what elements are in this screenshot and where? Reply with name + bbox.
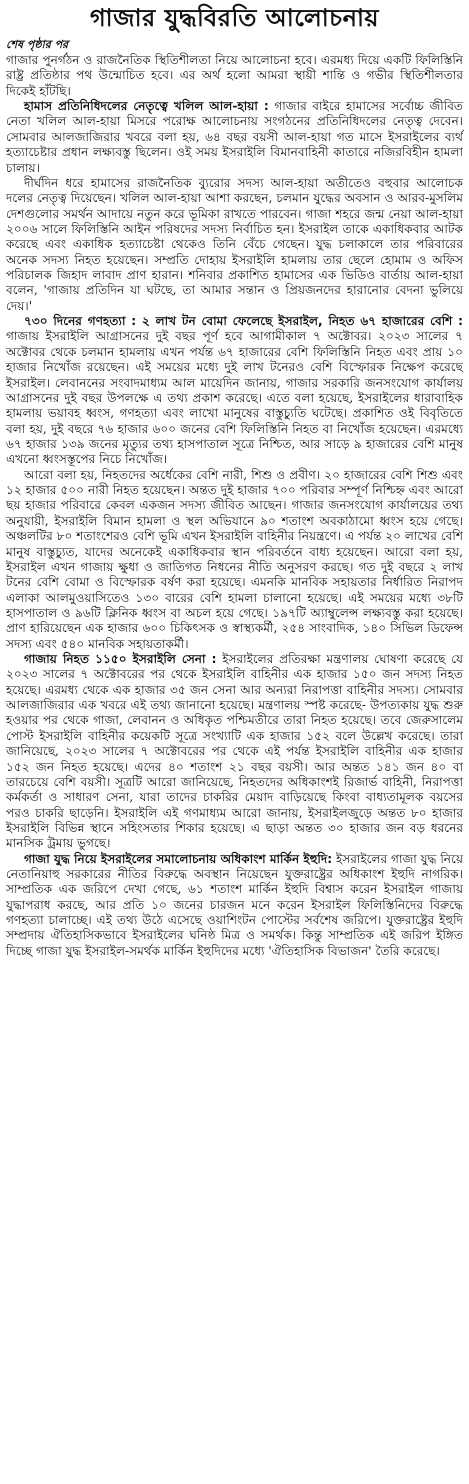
headline: গাজার যুদ্ধবিরতি আলোচনায় <box>89 4 380 32</box>
subheading-israeli-soldiers: গাজায় নিহত ১১৫০ ইসরাইলি সেনা : <box>24 652 217 667</box>
paragraph-6 <box>6 652 463 852</box>
paragraph-1: গাজার পুনর্গঠন ও রাজনৈতিক স্থিতিশীলতা নিয়ে আলোচনা হবে। এরমধ্য দিয়ে একটি ফিলিস্তিনি রাষ্ট্র প্রতিষ্ঠার পথ উন্মোচিত হবে। এর অর্থ হলো আমরা স্থায়ী শান্তি ও গভীর স্থিতিশীলতার দিকেই হাঁটছি। <box>6 53 463 98</box>
paragraph-4 <box>6 314 463 468</box>
subheading-730-days: ৭৩০ দিনের গণহত্যা : ২ লাখ টন বোমা ফেলেছে ইসরাইল, নিহত ৬৭ হাজারের বেশি : <box>24 314 463 329</box>
subheading-hamas-delegation: হামাস প্রতিনিধিদলের নেতৃত্বে খলিল আল-হায়া : <box>24 99 269 114</box>
paragraph-7 <box>6 852 463 960</box>
paragraph-7-text: ইসরাইলের গাজা যুদ্ধ নিয়ে নেতানিয়াহু সরকারের নীতির বিরুদ্ধে অবস্থান নিয়েছেন যুক্তরাষ্ট্রের অধিকাংশ ইহুদি নাগরিক। সাম্প্রতিক এক জরিপে দেখা গেছে, ৬১ শতাংশ মার্কিন ইহুদি বিশ্বাস করেন ইসরাইল গাজায় যুদ্ধাপরাধ করছে, আর প্রতি ১০ জনের চারজন মনে করেন ইসরাইল ফিলিস্তিনিদের বিরুদ্ধে গণহত্যা চালাচ্ছে। এই তথ্য উঠে এসেছে ওয়াশিংটন পোস্টের সর্বশেষ জরিপে। যুক্তরাষ্ট্রের ইহুদি সম্প্রদায় ঐতিহাসিকভাবে ইসরাইলের ঘনিষ্ঠ মিত্র ও সমর্থক। কিন্তু সাম্প্রতিক এই জরিপ ইঙ্গিত দিচ্ছে গাজা যুদ্ধ ইসরাইল-সমর্থক মার্কিন ইহুদিদের মধ্যে 'ঐতিহাসিক বিভাজন' তৈরি করেছে। <box>6 851 464 958</box>
paragraph-4-text: গাজায় ইসরাইলি আগ্রাসনের দুই বছর পূর্ণ হবে আগামীকাল ৭ অক্টোবর। ২০২৩ সালের ৭ অক্টোবর থেকে চলমান হামলায় এখন পর্যন্ত ৬৭ হাজারের বেশি ফিলিস্তিনি নিহত এবং প্রায় ১০ হাজার নিখোঁজ রয়েছেন। এই সময়ের মধ্যে দুই লাখ টনেরও বেশি বিস্ফোরক নিক্ষেপ করেছে ইসরাইল। লেবাননের সংবাদমাধ্যম আল মায়েদিন জানায়, গাজার সরকারি জনসংযোগ কার্যালয় আগ্রাসনের দুই বছর উপলক্ষে এ তথ্য প্রকাশ করেছে। এতে বলা হয়েছে, ইসরাইলের ধারাবাহিক হামলায় ভয়াবহ ধ্বংস, গণহত্যা এবং লাখো মানুষের বাস্তুচ্যুতি ঘটেছে। প্রকাশিত ওই বিবৃতিতে বলা হয়, দুই বছরে ৭৬ হাজার ৬০০ জনের বেশি ফিলিস্তিনি নিহত বা নিখোঁজ হয়েছেন। এরমধ্যে ৬৭ হাজার ১৩৯ জনের মৃত্যুর তথ্য হাসপাতাল সূত্রে নিশ্চিত, আর সাড়ে ৯ হাজারের বেশি মানুষ এখনো ধ্বংসস্তূপের নিচে নিখোঁজ। <box>6 329 463 467</box>
paragraph-2 <box>6 99 463 176</box>
paragraph-6-text: ইসরাইলের প্রতিরক্ষা মন্ত্রণালয় ঘোষণা করেছে যে ২০২৩ সালের ৭ অক্টোবরের পর থেকে ইসরাইলি বাহিনীর এক হাজার ১৫০ জন সদস্য নিহত হয়েছে। এরমধ্য থেকে এক হাজার ৩৫ জন সেনা আর অন্যরা নিরাপত্তা বাহিনীর সদস্য। সোমবার আলজাজিরার এক খবরে এই তথ্য জানানো হয়েছে। মন্ত্রণালয় স্পষ্ট করেছে- উপত্যকায় যুদ্ধ শুরু হওয়ার পর থেকে গাজা, লেবানন ও অধিকৃত পশ্চিমতীরে তারা নিহত হয়েছে। তবে জেরুসালেম পোস্ট ইসরাইলি বাহিনীর কয়েকটি সূত্রে সংখ্যাটি এক হাজার ১৫২ বলে উল্লেখ করেছে। তারা জানিয়েছে, ২০২৩ সালের ৭ অক্টোবরের পর থেকে এই পর্যন্ত ইসরাইলি বাহিনীর এক হাজার ১৫২ জন নিহত হয়েছে। এদের ৪০ শতাংশ ২১ বছর বয়সী। আর অন্তত ১৪১ জন ৪০ বা তারচেয়ে বেশি বয়সী। সূত্রটি আরো জানিয়েছে, নিহতদের অধিকাংশই রিজার্ভ বাহিনী, নিরাপত্তা কর্মকর্তা ও সাধারণ সেনা, যারা তাদের চাকরির মেয়াদ বাড়িয়েছে কিংবা বাধ্যতামূলক বয়সের পরও চাকরি ছাড়েনি। ইসরাইলি এই গণমাধ্যম আরো জানায়, ইসরাইলজুড়ে অন্তত ৮০ হাজার ইসরাইলি বিভিন্ন স্থানে সহিংসতার শিকার হয়েছে। এ ছাড়া অন্তত ৩০ হাজার জন বড় ধরনের মানসিক ট্রমায় ভুগছে। <box>6 652 464 851</box>
byline: শেষ পৃষ্ঠার পর <box>6 38 69 51</box>
subheading-us-jews: গাজা যুদ্ধ নিয়ে ইসরাইলের সমালোচনায় অধিকাংশ মার্কিন ইহুদি: <box>24 851 333 866</box>
paragraph-5: আরো বলা হয়, নিহতদের অর্ধেকের বেশি নারী, শিশু ও প্রবীণ। ২০ হাজারের বেশি শিশু এবং ১২ হাজার ৫০০ নারী নিহত হয়েছেন। অন্তত দুই হাজার ৭০০ পরিবার সম্পূর্ণ নিশ্চিহ্ন এবং আরো ছয় হাজার পরিবারে কেবল একজন সদস্য জীবিত আছেন। গাজার জনসংযোগ কার্যালয়ের তথ্য অনুযায়ী, ইসরাইলি বিমান হামলা ও স্থল অভিযানে ৯০ শতাংশ অবকাঠামো ধ্বংস হয়ে গেছে। অঞ্চলটির ৮০ শতাংশেরও বেশি ভূমি এখন ইসরাইলি বাহিনীর নিয়ন্ত্রণে। এ পর্যন্ত ২০ লাখের বেশি মানুষ বাস্তুচ্যুত, যাদের অনেকেই একাধিকবার স্থান পরিবর্তনে বাধ্য হয়েছেন। আরো বলা হয়, ইসরাইল এখন গাজায় ক্ষুধা ও জাতিগত নিধনের নীতি অনুসরণ করছে। গত দুই বছরে ২ লাখ টনের বেশি বোমা ও বিস্ফোরক বর্ষণ করা হয়েছে। এমনকি মানবিক সহায়তার নির্ধারিত নিরাপদ এলাকা আলমুওয়াসিতেও ১৩০ বারের বেশি হামলা চালানো হয়েছে। এই সময়ের মধ্যে ৩৮টি হাসপাতাল ও ৯৬টি ক্লিনিক ধ্বংস বা অচল হয়ে গেছে। ১৯৭টি অ্যাম্বুলেন্স লক্ষ্যবস্তু করা হয়েছে। প্রাণ হারিয়েছেন এক হাজার ৬০০ চিকিৎসক ও স্বাস্থ্যকর্মী, ২৫৪ সাংবাদিক, ১৪০ সিভিল ডিফেন্স সদস্য এবং ৫৪০ মানবিক সহায়তাকর্মী। <box>6 467 463 651</box>
paragraph-3: দীর্ঘদিন ধরে হামাসের রাজনৈতিক ব্যুরোর সদস্য আল-হায়া অতীতেও বহুবার আলোচক দলের নেতৃত্ব দিয়েছেন। খলিল আল-হায়া আশা করছেন, চলমান যুদ্ধের অবসান ও আরব-মুসলিম দেশগুলোর সমর্থন আদায়ে নতুন করে ভূমিকা রাখতে পারবেন। গাজা শহরে জন্ম নেয়া আল-হায়া ২০০৬ সালে ফিলিস্তিনি আইন পরিষদের সদস্য নির্বাচিত হন। ইসরাইল তাকে একাধিকবার আটক করেছে এবং একাধিক হত্যাচেষ্টা থেকেও তিনি বেঁচে গেছেন। যুদ্ধ চলাকালে তার পরিবারের অনেক সদস্য নিহত হয়েছেন। সম্প্রতি দোহায় ইসরাইলি হামলায় তার ছেলে হোমাম ও অফিস পরিচালক জিহাদ লাবাদ প্রাণ হারান। শনিবার প্রকাশিত হামাসের এক ভিডিও বার্তায় আল-হায়া বলেন, 'গাজায় প্রতিদিন যা ঘটছে, তা আমার সন্তান ও প্রিয়জনদের হারানোর বেদনা ভুলিয়ে দেয়।' <box>6 175 463 313</box>
paragraph-2-text: গাজার বাইরে হামাসের সর্বোচ্চ জীবিত নেতা খলিল আল-হায়া মিসরে পরোক্ষ আলোচনায় সংগঠনের প্রতিনিধিদলের নেতৃত্ব দেবেন। সোমবার আলজাজিরার খবরে বলা হয়, ৬৪ বছর বয়সী আল-হায়া গত মাসে ইসরাইলের ব্যর্থ হত্যাচেষ্টার প্রধান লক্ষ্যবস্তু ছিলেন। ওই সময় ইসরাইলি বিমানবাহিনী কাতারে নজিরবিহীন হামলা চালায়। <box>6 99 464 175</box>
